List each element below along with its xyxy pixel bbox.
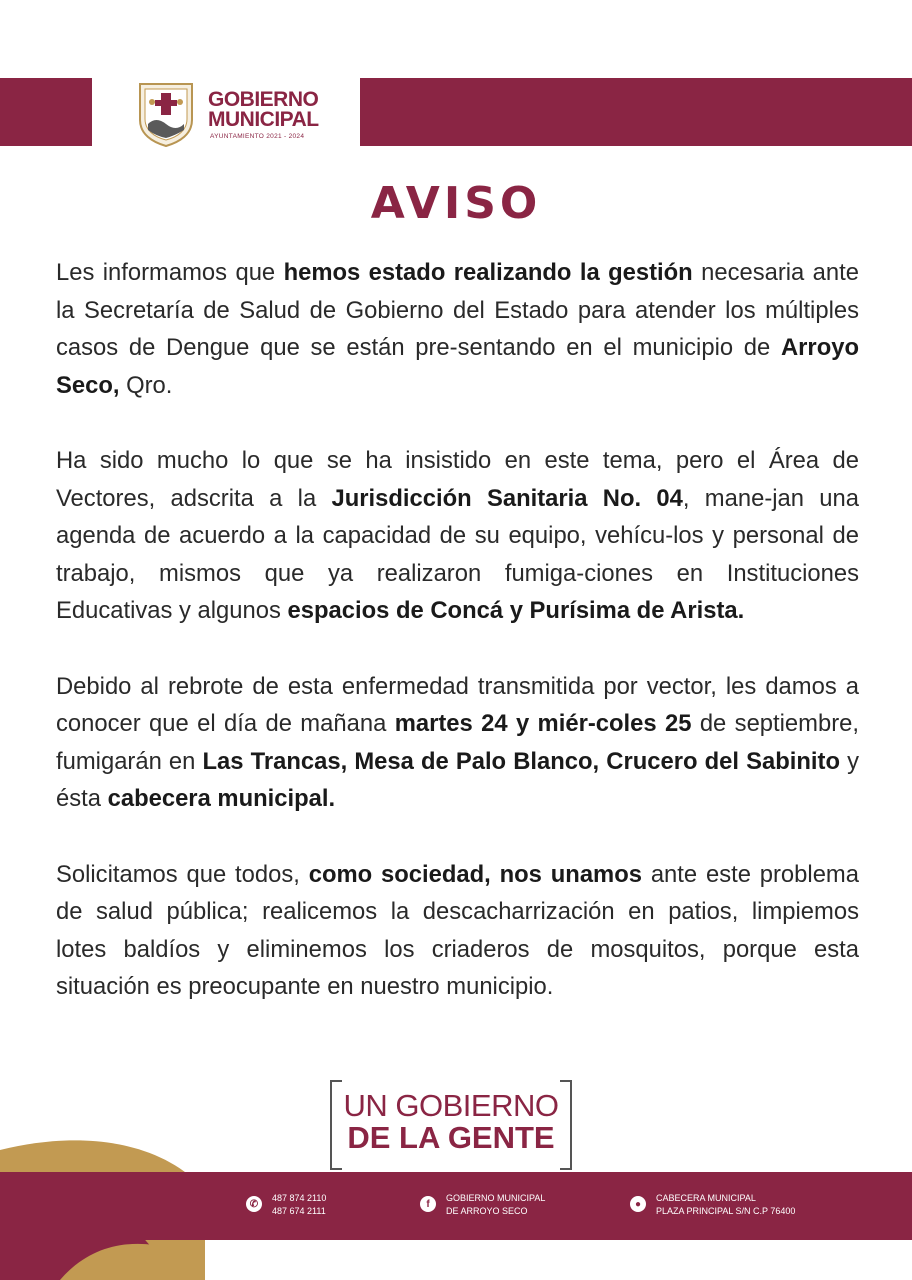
logo-wordmark bbox=[208, 90, 319, 140]
bold-text: Arroyo Seco, bbox=[56, 334, 859, 399]
location-line-2: PLAZA PRINCIPAL S/N C.P 76400 bbox=[656, 1205, 796, 1216]
text-run: ante este problema de salud pública; realicemos la descacharrización en patios, limpiemos lotes baldíos y eliminemos los criaderos de mosquitos, porque esta situación es preocupante en nuestro municipio. bbox=[56, 860, 859, 1000]
slogan-line-1: UN GOBIERNO bbox=[343, 1088, 559, 1123]
text-run: Qro. bbox=[119, 371, 173, 399]
phone-number-2: 487 674 2111 bbox=[272, 1205, 326, 1216]
logo-line-2: MUNICIPAL bbox=[208, 108, 319, 131]
notice-body bbox=[56, 254, 859, 1044]
text-run: necesaria ante la Secretaría de Salud de Gobierno del Estado para atender los múltiples casos de Dengue que se están pre-sentando en el municipio de bbox=[56, 259, 859, 361]
notice-paragraph-2 bbox=[56, 442, 859, 630]
notice-title: AVISO bbox=[370, 178, 542, 229]
location-pin-icon: ● bbox=[630, 1196, 646, 1212]
text-run: Les informamos que bbox=[56, 259, 284, 286]
text-run: Ha sido mucho lo que se ha insistido en este tema, pero el Área de Vectores, adscrita a la bbox=[56, 447, 859, 512]
location-line-1: CABECERA MUNICIPAL bbox=[656, 1193, 756, 1203]
municipal-logo bbox=[134, 80, 334, 148]
bold-text: cabecera municipal. bbox=[107, 785, 336, 812]
phone-icon: ✆ bbox=[246, 1196, 262, 1212]
text-run: y ésta bbox=[56, 747, 859, 812]
logo-subtitle: AYUNTAMIENTO 2021 - 2024 bbox=[210, 133, 305, 140]
footer-bar bbox=[0, 1172, 912, 1240]
phone-number-1: 487 874 2110 bbox=[272, 1193, 327, 1203]
footer-phone bbox=[246, 1192, 326, 1217]
bold-text: hemos estado realizando la gestión bbox=[283, 259, 693, 286]
slogan-box bbox=[330, 1080, 572, 1168]
facebook-line-2: DE ARROYO SECO bbox=[446, 1205, 528, 1216]
footer-location bbox=[630, 1192, 795, 1217]
text-run: Debido al rebrote de esta enfermedad transmitida por vector, les damos a conocer que el día de mañana bbox=[56, 672, 859, 737]
footer-facebook[interactable] bbox=[420, 1192, 545, 1217]
bold-text: Jurisdicción Sanitaria No. 04 bbox=[331, 484, 683, 512]
bold-text: como sociedad, nos unamos bbox=[308, 860, 642, 888]
bold-text: martes 24 y miér-coles 25 bbox=[394, 710, 692, 737]
coat-of-arms-icon bbox=[134, 80, 198, 148]
bold-text: espacios de Concá y Purísima de Arista. bbox=[287, 597, 745, 624]
notice-paragraph-4 bbox=[56, 856, 859, 1006]
text-run: de septiembre, fumigarán en bbox=[56, 710, 859, 775]
header-band-left bbox=[0, 78, 92, 146]
notice-paragraph-3 bbox=[56, 668, 859, 818]
slogan-line-2: DE LA GENTE bbox=[347, 1120, 555, 1155]
text-run: , mane-jan una agenda de acuerdo a la capacidad de su equipo, vehícu-los y personal de trabajo, mismos que ya realizaron fumiga-ciones en Instituciones Educativas y algunos bbox=[56, 484, 860, 624]
header-band-right bbox=[360, 78, 912, 146]
bold-text: Las Trancas, Mesa de Palo Blanco, Crucero del Sabinito bbox=[202, 747, 840, 775]
text-run: Solicitamos que todos, bbox=[56, 860, 309, 888]
logo-line-1: GOBIERNO bbox=[208, 88, 319, 111]
notice-paragraph-1 bbox=[56, 254, 859, 404]
facebook-line-1: GOBIERNO MUNICIPAL bbox=[446, 1193, 546, 1203]
facebook-icon: f bbox=[420, 1196, 436, 1212]
